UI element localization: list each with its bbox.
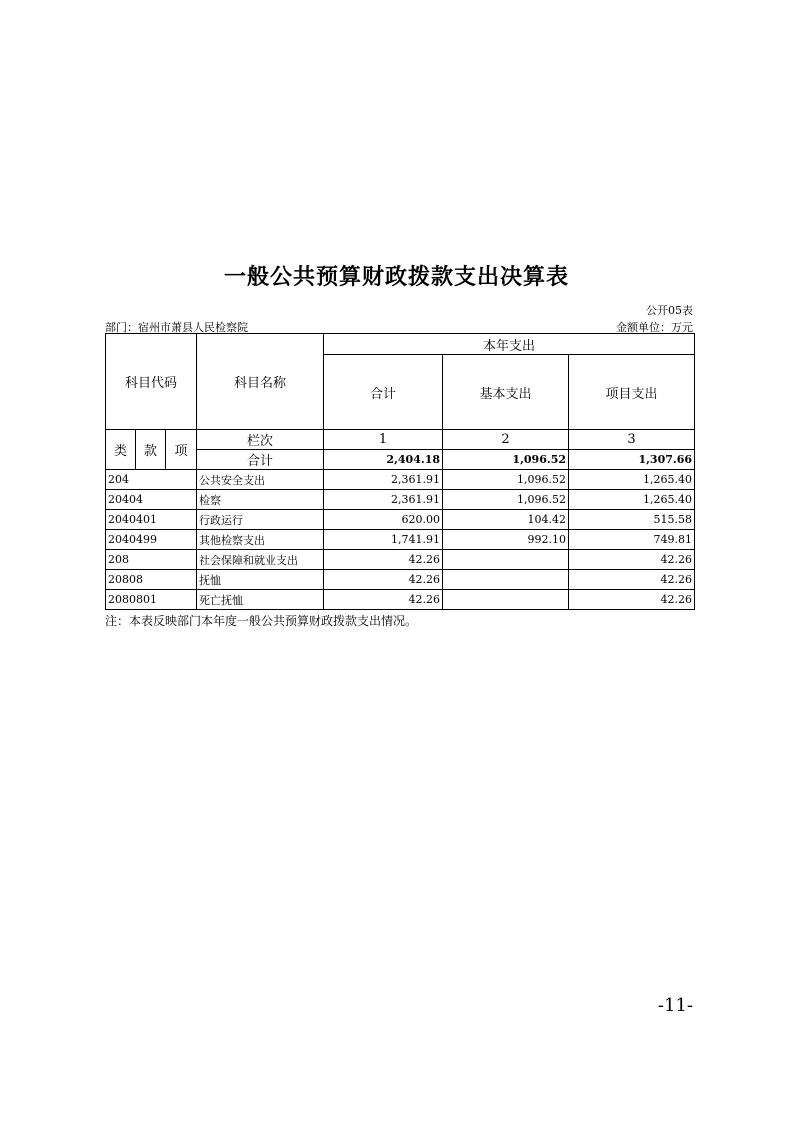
header-code: 科目代码 <box>106 334 197 430</box>
header-name: 科目名称 <box>197 334 324 430</box>
row-project: 1,265.40 <box>569 490 695 510</box>
row-project: 1,265.40 <box>569 470 695 490</box>
row-total: 2,361.91 <box>324 490 443 510</box>
table-row <box>106 550 695 570</box>
row-total: 2,361.91 <box>324 470 443 490</box>
table-row <box>106 490 695 510</box>
header-xiang: 项 <box>166 430 197 470</box>
row-basic <box>443 570 569 590</box>
header-col1: 1 <box>324 430 443 450</box>
row-basic <box>443 590 569 610</box>
row-project: 42.26 <box>569 550 695 570</box>
row-total: 620.00 <box>324 510 443 530</box>
row-project: 749.81 <box>569 530 695 550</box>
row-project: 515.58 <box>569 510 695 530</box>
table-row <box>106 530 695 550</box>
row-name: 抚恤 <box>197 570 324 590</box>
row-total: 1,741.91 <box>324 530 443 550</box>
row-name: 检察 <box>197 490 324 510</box>
row-name: 行政运行 <box>197 510 324 530</box>
table-row <box>106 590 695 610</box>
row-basic: 1,096.52 <box>443 490 569 510</box>
page-title: 一般公共预算财政拨款支出决算表 <box>223 265 569 290</box>
budget-table <box>105 333 695 610</box>
total-row-basic: 1,096.52 <box>443 450 569 470</box>
row-code: 2080801 <box>106 590 197 610</box>
total-row-label: 合计 <box>197 450 324 470</box>
row-name: 死亡抚恤 <box>197 590 324 610</box>
row-code: 2040401 <box>106 510 197 530</box>
row-code: 20404 <box>106 490 197 510</box>
row-code: 204 <box>106 470 197 490</box>
header-col3: 3 <box>569 430 695 450</box>
department-label: 部门：宿州市萧县人民检察院 <box>105 321 248 334</box>
table-row <box>106 570 695 590</box>
header-basic: 基本支出 <box>443 355 569 430</box>
header-col2: 2 <box>443 430 569 450</box>
table-row <box>106 470 695 490</box>
header-column-label: 栏次 <box>197 430 324 450</box>
total-row-total: 2,404.18 <box>324 450 443 470</box>
row-basic: 1,096.52 <box>443 470 569 490</box>
table-row <box>106 510 695 530</box>
table-note: 注：本表反映部门本年度一般公共预算财政拨款支出情况。 <box>105 614 418 628</box>
header-kuan: 款 <box>136 430 166 470</box>
row-project: 42.26 <box>569 590 695 610</box>
total-row-project: 1,307.66 <box>569 450 695 470</box>
header-project: 项目支出 <box>569 355 695 430</box>
form-number: 公开05表 <box>646 304 693 317</box>
unit-label: 金额单位：万元 <box>616 321 693 334</box>
page-number: -11- <box>657 995 693 1016</box>
row-total: 42.26 <box>324 570 443 590</box>
row-basic: 104.42 <box>443 510 569 530</box>
row-code: 20808 <box>106 570 197 590</box>
row-name: 社会保障和就业支出 <box>197 550 324 570</box>
row-total: 42.26 <box>324 590 443 610</box>
row-basic: 992.10 <box>443 530 569 550</box>
row-total: 42.26 <box>324 550 443 570</box>
row-name: 其他检察支出 <box>197 530 324 550</box>
header-total: 合计 <box>324 355 443 430</box>
header-year-expense: 本年支出 <box>324 334 695 355</box>
row-code: 208 <box>106 550 197 570</box>
row-project: 42.26 <box>569 570 695 590</box>
row-name: 公共安全支出 <box>197 470 324 490</box>
row-code: 2040499 <box>106 530 197 550</box>
header-lei: 类 <box>106 430 136 470</box>
row-basic <box>443 550 569 570</box>
